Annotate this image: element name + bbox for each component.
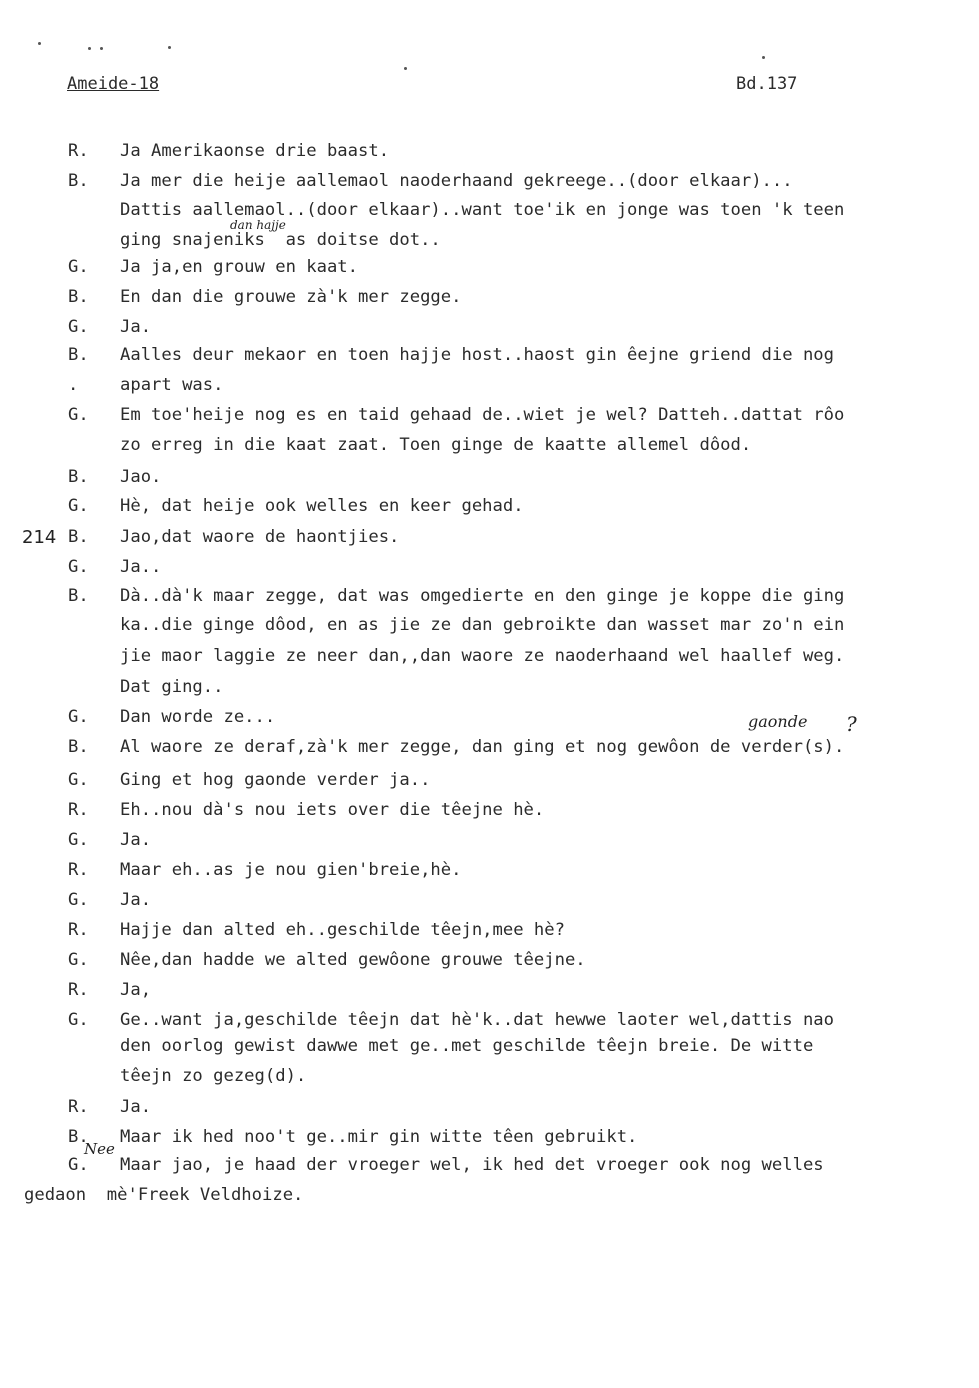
- speaker-label: B.: [68, 527, 89, 547]
- transcript-line: [0, 345, 979, 367]
- speck: [168, 46, 171, 49]
- utterance-text: Ja..: [120, 557, 162, 577]
- speaker-label: G.: [68, 496, 89, 516]
- speaker-label: B.: [68, 1127, 89, 1147]
- transcript-line: [0, 830, 979, 852]
- transcript-line: [0, 1010, 979, 1032]
- utterance-text: ka..die ginge dôod, en as jie ze dan gebroikte dan wasset mar zo'n ein: [120, 615, 845, 635]
- transcript-line: [0, 737, 979, 759]
- utterance-text: Eh..nou dà's nou iets over die têejne hè.: [120, 800, 545, 820]
- utterance-text: zo erreg in die kaat zaat. Toen ginge de kaatte allemel dôod.: [120, 435, 752, 455]
- utterance-text: Hajje dan alted eh..geschilde têejn,mee hè?: [120, 920, 565, 940]
- utterance-text: Ja.: [120, 890, 152, 910]
- speck: [100, 47, 103, 50]
- utterance-text: Ja ja,en grouw en kaat.: [120, 257, 358, 277]
- utterance-text: Al waore ze deraf,zà'k mer zegge, dan ging et nog gewôon de verder(s).: [120, 737, 845, 757]
- speaker-label: G.: [68, 890, 89, 910]
- speaker-label: G.: [68, 707, 89, 727]
- transcript-line: [0, 230, 979, 252]
- speaker-label: G.: [68, 257, 89, 277]
- utterance-text: Ja mer die heije aallemaol naoderhaand gekreege..(door elkaar)...: [120, 171, 793, 191]
- transcript-line: [0, 496, 979, 518]
- speaker-label: B.: [68, 737, 89, 757]
- transcript-line: [0, 1036, 979, 1058]
- utterance-text: Em toe'heije nog es en taid gehaad de..wiet je wel? Datteh..dattat rôo: [120, 405, 845, 425]
- utterance-text: den oorlog gewist dawwe met ge..met geschilde têejn breie. De witte: [120, 1036, 814, 1056]
- speaker-label: R.: [68, 920, 89, 940]
- speaker-label: G.: [68, 950, 89, 970]
- speaker-label: G.: [68, 830, 89, 850]
- utterance-text: Ja.: [120, 317, 152, 337]
- utterance-text: Maar eh..as je nou gien'breie,hè.: [120, 860, 462, 880]
- handwritten-nee: Nee: [84, 1140, 115, 1158]
- speck: [88, 47, 91, 50]
- utterance-text: En dan die grouwe zà'k mer zegge.: [120, 287, 462, 307]
- utterance-text: Ja Amerikaonse drie baast.: [120, 141, 390, 161]
- utterance-text: gedaon mè'Freek Veldhoize.: [24, 1185, 304, 1205]
- utterance-text: Aalles deur mekaor en toen hajje host..haost gin êejne griend die nog: [120, 345, 834, 365]
- utterance-text: Hè, dat heije ook welles en keer gehad.: [120, 496, 524, 516]
- utterance-text: Ging et hog gaonde verder ja..: [120, 770, 431, 790]
- transcript-line: [0, 980, 979, 1002]
- utterance-text: Ge..want ja,geschilde têejn dat hè'k..dat hewwe laoter wel,dattis nao: [120, 1010, 834, 1030]
- utterance-text: Ja.: [120, 830, 152, 850]
- utterance-text: Dan worde ze...: [120, 707, 276, 727]
- transcript-line: [0, 586, 979, 608]
- speaker-label: R.: [68, 860, 89, 880]
- transcript-line: [0, 405, 979, 427]
- speaker-label: .: [68, 375, 79, 395]
- speck: [404, 67, 407, 70]
- transcript-line: [0, 141, 979, 163]
- transcript-line: [0, 375, 979, 397]
- margin-note: 214: [22, 527, 57, 548]
- handwritten-gaonde: gaonde: [748, 712, 808, 731]
- utterance-text: Dà..dà'k maar zegge, dat was omgedierte en den ginge je koppe die ging: [120, 586, 845, 606]
- utterance-text: Ja.: [120, 1097, 152, 1117]
- transcript-line: [0, 1097, 979, 1119]
- transcript-line: [0, 677, 979, 699]
- speck: [762, 56, 765, 59]
- utterance-text: Nêe,dan hadde we alted gewôone grouwe têejne.: [120, 950, 586, 970]
- utterance-text: Jao,dat waore de haontjies.: [120, 527, 400, 547]
- speaker-label: G.: [68, 770, 89, 790]
- transcript-line: [0, 1185, 979, 1207]
- speaker-label: R.: [68, 980, 89, 1000]
- speaker-label: B.: [68, 171, 89, 191]
- transcript-line: [0, 890, 979, 912]
- transcript-line: [0, 257, 979, 279]
- speaker-label: G.: [68, 317, 89, 337]
- handwritten-question-mark: ?: [846, 712, 857, 736]
- speaker-label: G.: [68, 405, 89, 425]
- speaker-label: B.: [68, 345, 89, 365]
- transcript-line: [0, 615, 979, 637]
- transcript-line: [0, 920, 979, 942]
- transcript-line: [0, 770, 979, 792]
- speaker-label: G.: [68, 1010, 89, 1030]
- transcript-line: [0, 707, 979, 729]
- utterance-text: ging snajeniks as doitse dot..: [120, 230, 441, 250]
- utterance-text: Jao.: [120, 467, 162, 487]
- transcript-line: [0, 435, 979, 457]
- utterance-text: Maar jao, je haad der vroeger wel, ik hed det vroeger ook nog welles: [120, 1155, 824, 1175]
- speaker-label: B.: [68, 586, 89, 606]
- speaker-label: G.: [68, 557, 89, 577]
- transcript-line: [0, 200, 979, 222]
- page-number: Bd.137: [736, 74, 798, 94]
- speaker-label: B.: [68, 467, 89, 487]
- speaker-label: B.: [68, 287, 89, 307]
- speaker-label: R.: [68, 141, 89, 161]
- transcript-line: [0, 1127, 979, 1149]
- transcript-line: [0, 557, 979, 579]
- utterance-text: Ja,: [120, 980, 152, 1000]
- handwritten-dan-hajje: dan hajje: [230, 218, 286, 232]
- speck: [38, 42, 41, 45]
- transcript-line: [0, 1155, 979, 1177]
- utterance-text: Maar ik hed noo't ge..mir gin witte têen gebruikt.: [120, 1127, 638, 1147]
- speaker-label: R.: [68, 800, 89, 820]
- transcript-line: [0, 800, 979, 822]
- utterance-text: jie maor laggie ze neer dan,,dan waore ze naoderhaand wel haallef weg.: [120, 646, 845, 666]
- transcript-line: [0, 287, 979, 309]
- transcript-line: [0, 527, 979, 549]
- transcript-line: [0, 171, 979, 193]
- transcript-line: [0, 950, 979, 972]
- transcript-line: [0, 467, 979, 489]
- utterance-text: têejn zo gezeg(d).: [120, 1066, 307, 1086]
- transcript-line: [0, 317, 979, 339]
- document-id: Ameide-18: [67, 74, 160, 94]
- transcript-line: [0, 1066, 979, 1088]
- utterance-text: Dat ging..: [120, 677, 224, 697]
- utterance-text: Dattis aallemaol..(door elkaar)..want toe'ik en jonge was toen 'k teen: [120, 200, 845, 220]
- speaker-label: G.: [68, 1155, 89, 1175]
- utterance-text: apart was.: [120, 375, 224, 395]
- speaker-label: R.: [68, 1097, 89, 1117]
- transcript-line: [0, 646, 979, 668]
- transcript-line: [0, 860, 979, 882]
